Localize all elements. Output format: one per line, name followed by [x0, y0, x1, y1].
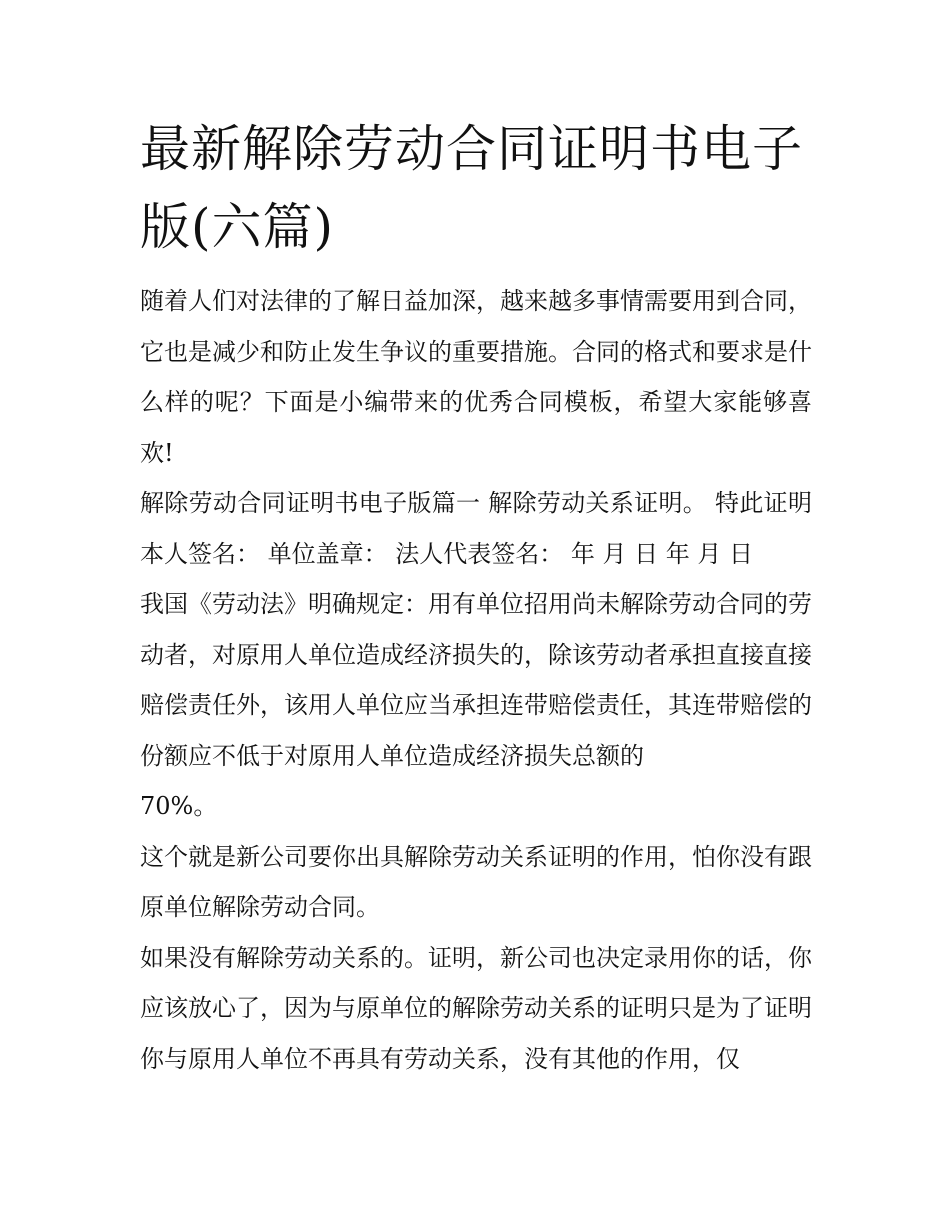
document-body: [140, 110, 812, 1084]
document-title: 最新解除劳动合同证明书电子版(六篇): [140, 120, 803, 256]
paragraph-section-one: 解除劳动合同证明书电子版篇一 解除劳动关系证明。 特此证明 本人签名： 单位盖章： 法人代表签名： 年 月 日 年 月 日: [140, 489, 812, 568]
paragraph-labor-law: 我国《劳动法》明确规定：用有单位招用尚未解除劳动合同的劳动者，对原用人单位造成经济损失的，除该劳动者承担直接直接赔偿责任外，该用人单位应当承担连带赔偿责任，其连带赔偿的份额应不低于对原用人单位造成经济损失总额的: [140, 590, 812, 770]
paragraph-intro: 随着人们对法律的了解日益加深，越来越多事情需要用到合同，它也是减少和防止发生争议的重要措施。合同的格式和要求是什么样的呢？下面是小编带来的优秀合同模板，希望大家能够喜欢!: [140, 287, 812, 467]
paragraph-purpose: 这个就是新公司要你出具解除劳动关系证明的作用，怕你没有跟原单位解除劳动合同。: [140, 842, 812, 921]
paragraph-if-not: 如果没有解除劳动关系的。证明，新公司也决定录用你的话，你应该放心了，因为与原单位的解除劳动关系的证明只是为了证明你与原用人单位不再具有劳动关系，没有其他的作用，仅: [140, 943, 812, 1073]
paragraph-percentage: 70%。: [140, 792, 218, 820]
